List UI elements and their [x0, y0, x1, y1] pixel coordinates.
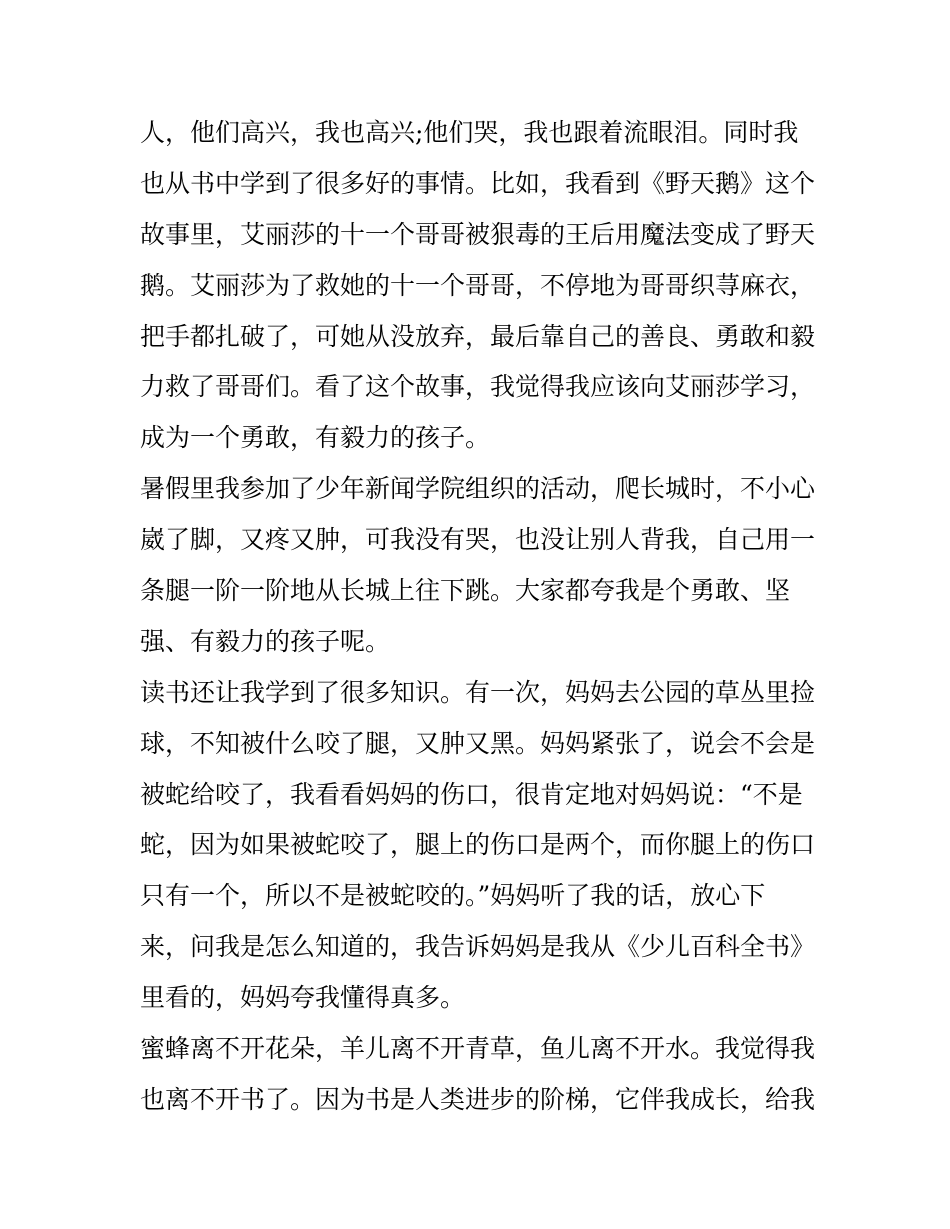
text-line: 暑假里我参加了少年新闻学院组织的活动，爬长城时，不小心	[140, 474, 816, 504]
text-line: 蜜蜂离不开花朵，羊儿离不开青草，鱼儿离不开水。我觉得我	[140, 1034, 816, 1064]
text-line: 球，不知被什么咬了腿，又肿又黑。妈妈紧张了，说会不会是	[140, 728, 816, 758]
essay-text	[140, 108, 816, 1126]
text-line: 故事里，艾丽莎的十一个哥哥被狠毒的王后用魔法变成了野天	[140, 219, 816, 249]
text-line: 鹅。艾丽莎为了救她的十一个哥哥，不停地为哥哥织荨麻衣，	[140, 270, 816, 300]
text-line: 成为一个勇敢，有毅力的孩子。	[140, 423, 491, 453]
text-line: 被蛇给咬了，我看看妈妈的伤口，很肯定地对妈妈说：“不是	[140, 779, 803, 809]
text-line: 强、有毅力的孩子呢。	[140, 626, 391, 656]
text-line: 蛇，因为如果被蛇咬了，腿上的伤口是两个，而你腿上的伤口	[140, 830, 816, 860]
text-line: 力救了哥哥们。看了这个故事，我觉得我应该向艾丽莎学习，	[140, 372, 816, 402]
text-line: 里看的，妈妈夸我懂得真多。	[140, 983, 466, 1013]
text-line: 人，他们高兴，我也高兴;他们哭，我也跟着流眼泪。同时我	[140, 118, 799, 147]
text-line: 来，问我是怎么知道的，我告诉妈妈是我从《少儿百科全书》	[140, 932, 816, 962]
text-line: 读书还让我学到了很多知识。有一次，妈妈去公园的草丛里捡	[140, 677, 816, 707]
text-line: 只有一个，所以不是被蛇咬的。”妈妈听了我的话，放心下	[140, 881, 766, 911]
text-line: 也离不开书了。因为书是人类进步的阶梯，它伴我成长，给我	[140, 1084, 816, 1114]
text-line: 也从书中学到了很多好的事情。比如，我看到《野天鹅》这个	[140, 168, 816, 198]
text-line: 崴了脚，又疼又肿，可我没有哭，也没让别人背我，自己用一	[140, 525, 816, 555]
text-line: 把手都扎破了，可她从没放弃，最后靠自己的善良、勇敢和毅	[140, 321, 816, 351]
text-line: 条腿一阶一阶地从长城上往下跳。大家都夸我是个勇敢、坚	[140, 576, 791, 606]
